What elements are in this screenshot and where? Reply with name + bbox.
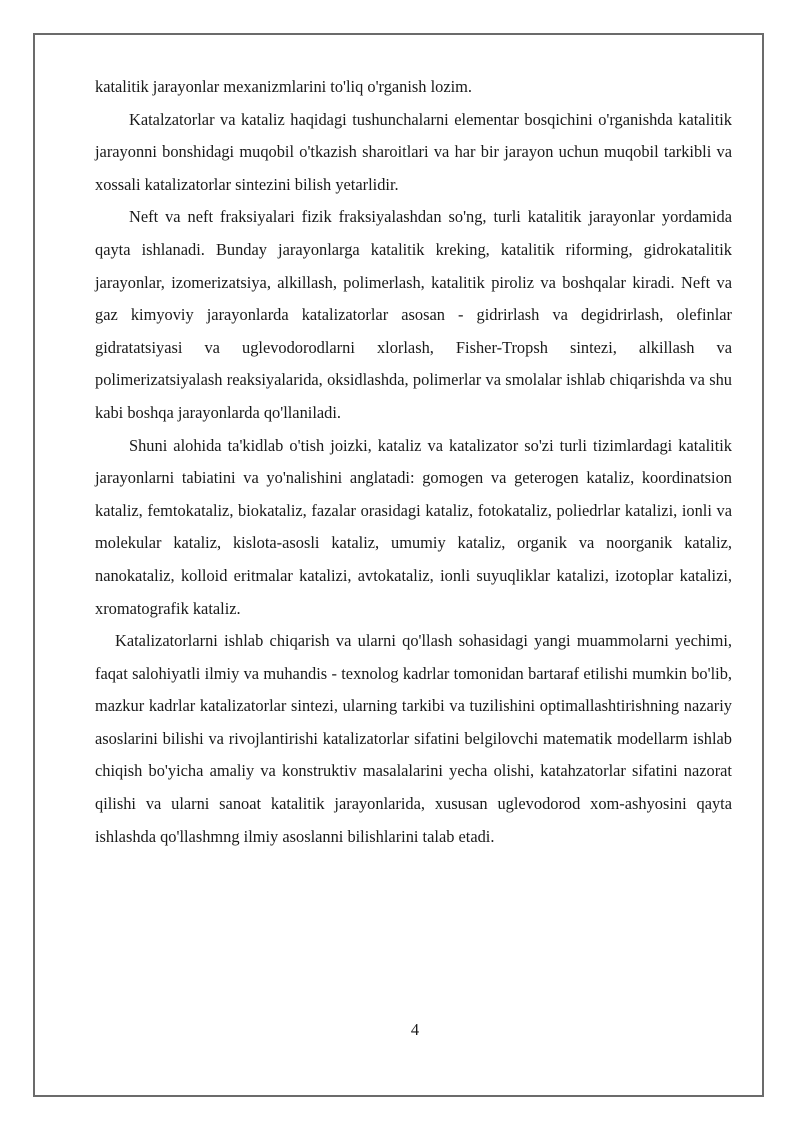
paragraph: Shuni alohida ta'kidlab o'tish joizki, kataliz va katalizator so'zi turli tizimlardagi katalitik jarayonlarni tabiatini va yo'nalishini anglatadi: gomogen va geterogen kataliz, koordinatsion kataliz, femtokataliz, biokataliz, fazalar orasidagi kataliz, fotokataliz, poliedrlar katalizi, ionli va molekular kataliz, kislota-asosli kataliz, umumiy kataliz, organik va noorganik kataliz, nanokataliz, kolloid eritmalar katalizi, avtokataliz, ionli suyuqliklar katalizi, izotoplar katalizi, xromatografik kataliz. <box>95 435 732 618</box>
paragraph: Katalzatorlar va kataliz haqidagi tushunchalarni elementar bosqichini o'rganishda katalitik jarayonni bonshidagi muqobil o'tkazish sharoitlari va har bir jarayon uchun muqobil tarkibli va xossali katalizatorlar sintezini bilish yetarlidir. <box>95 109 732 194</box>
document-body <box>95 71 732 853</box>
paragraph: katalitik jarayonlar mexanizmlarini to'liq o'rganish lozim. <box>95 77 473 96</box>
paragraph: Katalizatorlarni ishlab chiqarish va ularni qo'llash sohasidagi yangi muammolarni yechimi, faqat salohiyatli ilmiy va muhandis - texnolog kadrlar tomonidan bartaraf etilishi mumkin bo'lib, mazkur kadrlar katalizatorlar sintezi, ularning tarkibi va tuzilishini optimallashtirishning nazariy asoslarini bilishi va rivojlantirishi katalizatorlar sifatini belgilovchi matematik modellarm ishlab chiqish bo'yicha amaliy va konstruktiv masalalarini yecha olishi, katahzatorlar sifatini nazorat qilishi va ularni sanoat katalitik jarayonlarida, xususan uglevodorod xom-ashyosini qayta ishlashda qo'llashmng ilmiy asoslanni bilishlarini talab etadi. <box>95 631 732 846</box>
page-number: 4 <box>410 1020 420 1039</box>
paragraph: Neft va neft fraksiyalari fizik fraksiyalashdan so'ng, turli katalitik jarayonlar yordamida qayta ishlanadi. Bunday jarayonlarga katalitik kreking, katalitik riforming, gidrokatalitik jarayonlar, izomerizatsiya, alkillash, polimerlash, katalitik piroliz va boshqalar kiradi. Neft va gaz kimyoviy jarayonlarda katalizatorlar asosan - gidrirlash va degidrirlash, olefinlar gidratatsiyasi va uglevodorodlarni xlorlash, Fisher-Tropsh sintezi, alkillash va polimerizatsiyalash reaksiyalarida, oksidlashda, polimerlar va smolalar ishlab chiqarishda va shu kabi boshqa jarayonlarda qo'llaniladi. <box>95 207 732 422</box>
